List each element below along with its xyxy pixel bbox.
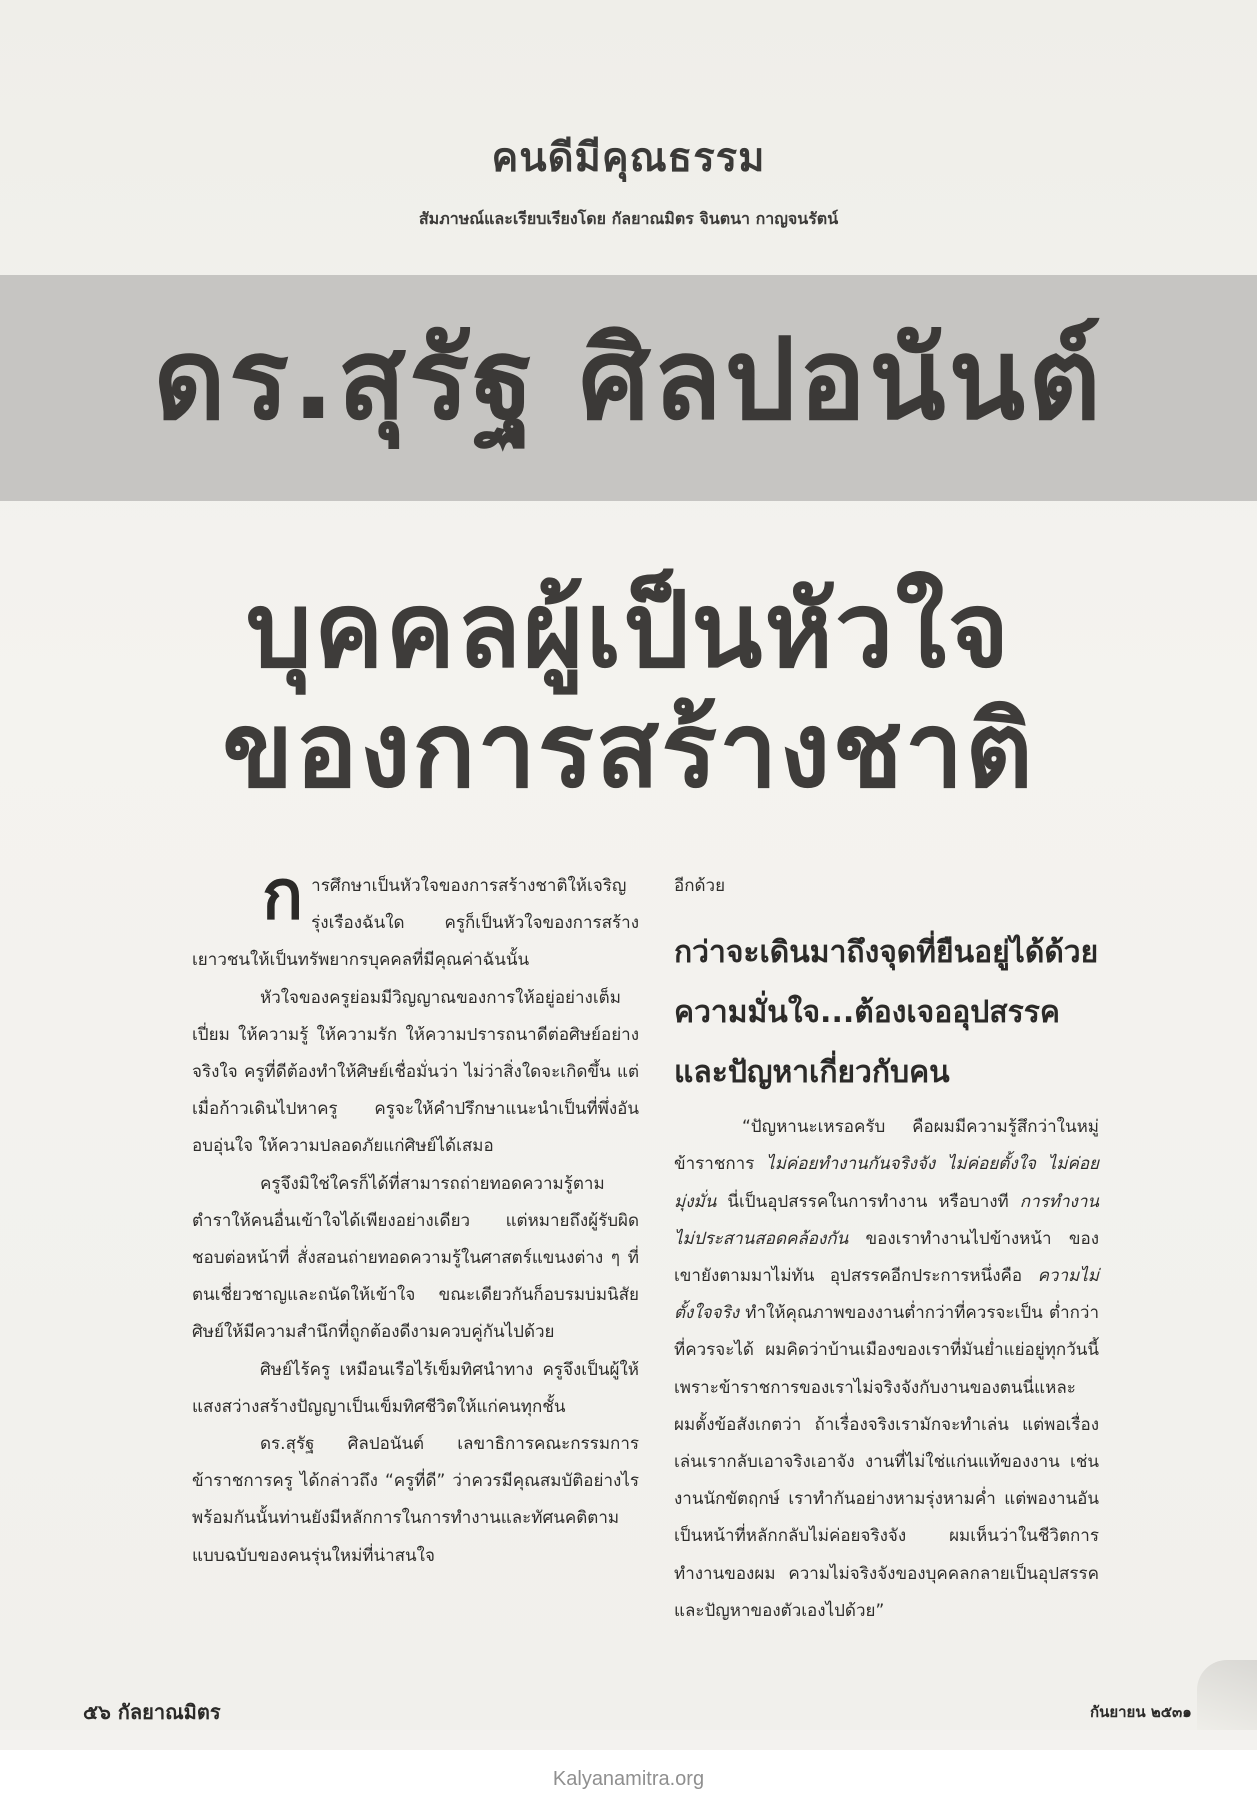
right-column [674,868,1099,1630]
byline: สัมภาษณ์และเรียบเรียงโดย กัลยาณมิตร จินตนา กาญจนรัตน์ [418,209,839,228]
left-column [192,856,639,1575]
paragraph-2: หัวใจของครูย่อมมีวิญญาณของการให้อยู่อย่างเต็มเปี่ยม ให้ความรู้ ให้ความรัก ให้ความปรารถนาดีต่อศิษย์อย่างจริงใจ ครูที่ดีต้องทำให้ศิษย์เชื่อมั่นว่า ไม่ว่าสิ่งใดจะเกิดขึ้น แต่เมื่อก้าวเดินไปหาครู ครูจะให้คำปรึกษาแนะนำเป็นที่พึ่งอันอบอุ่นใจ ให้ความปลอดภัยแก่ศิษย์ได้เสมอ [192,987,639,1157]
page-curl [1197,1660,1257,1730]
headline [0,570,1257,810]
quote-paragraph [674,1109,1099,1630]
quote-emphasis-1: ไม่ค่อยทำงานกันจริงจัง ไม่ค่อยตั้งใจ ไม่ค่อยมุ่งมั่น [674,1154,1099,1212]
quote-emphasis-3: ความไม่ตั้งใจจริง [674,1266,1099,1324]
quote-text-d: ทำให้คุณภาพของงานต่ำกว่าที่ควรจะเป็น ต่ำกว่าที่ควรจะได้ ผมคิดว่าบ้านเมืองของเราที่มันย่ำแย่อยู่ทุกวันนี้ เพราะข้าราชการของเราไม่จริงจังกับงานของตนนี่แหละ ผมตั้งข้อสังเกตว่า ถ้าเรื่องจริงเรามักจะทำเล่น แต่พอเรื่องเล่นเรากลับเอาจริงเอาจัง งานที่ไม่ใช่แก่นแท้ของงาน เช่นงานนักขัตฤกษ์ เราทำกันอย่างหามรุ่งหามค่ำ แต่พองานอันเป็นหน้าที่หลักกลับไม่ค่อยจริงจัง ผมเห็นว่าในชีวิตการทำงานของผม ความไม่จริงจังของบุคคลกลายเป็นอุปสรรคและปัญหาของตัวเองไปด้วย” [674,1303,1099,1621]
paragraph-3: ครูจึงมิใช่ใครก็ได้ที่สามารถถ่ายทอดความรู้ตามตำราให้คนอื่นเข้าใจได้เพียงอย่างเดียว แต่หมายถึงผู้รับผิดชอบต่อหน้าที่ สั่งสอนถ่ายทอดความรู้ในศาสตร์แขนงต่าง ๆ ที่ตนเชี่ยวชาญและถนัดให้เข้าใจ ขณะเดียวกันก็อบรมบ่มนิสัยศิษย์ให้มีความสำนึกที่ถูกต้องดีงามควบคู่กันไปด้วย [192,1173,639,1343]
headline-line-1: บุคคลผู้เป็นหัวใจ [245,569,1012,691]
quote-text-c: ของเราทำงานไปข้างหน้า ของเขายังตามมาไม่ทัน อุปสรรคอีกประการหนึ่งคือ [674,1228,1099,1287]
paragraph-1 [192,856,639,980]
drop-cap: ก [262,856,304,935]
subheading: กว่าจะเดินมาถึงจุดที่ยืนอยู่ได้ด้วยความมั่นใจ...ต้องเจออุปสรรคและปัญหาเกี่ยวกับคน [674,935,1099,1091]
article-header [0,125,1257,232]
footer-page-number: ๕๖ กัลยาณมิตร [83,1700,221,1724]
quote-text-a: “ปัญหานะเหรอครับ คือผมมีความรู้สึกว่าในหมู่ข้าราชการ [674,1117,1099,1175]
paragraph-4: ศิษย์ไร้ครู เหมือนเรือไร้เข็มทิศนำทาง ครูจึงเป็นผู้ให้แสงสว่างสร้างปัญญาเป็นเข็มทิศชีวิตให้แก่คนทุกชั้น [192,1359,639,1417]
paragraph-1-text: ารศึกษาเป็นหัวใจของการสร้างชาติให้เจริญรุ่งเรืองฉันใด ครูก็เป็นหัวใจของการสร้างเยาวชนให้เป็นทรัพยากรบุคคลที่มีคุณค่าฉันนั้น [192,876,639,971]
quote-emphasis-2: การทำงานไม่ประสานสอดคล้องกัน [674,1191,1099,1249]
watermark-text: Kalyanamitra.org [552,1768,705,1790]
headline-line-2: ของการสร้างชาติ [222,689,1035,811]
person-name: ดร.สุรัฐ ศิลปอนันต์ [153,315,1104,445]
continuation-text: อีกด้วย [674,876,726,896]
paragraph-5: ดร.สุรัฐ ศิลปอนันต์ เลขาธิการคณะกรรมการข้าราชการครู ได้กล่าวถึง “ครูที่ดี” ว่าควรมีคุณสมบัติอย่างไร พร้อมกันนั้นท่านยังมีหลักการในการทำงานและทัศนคติตามแบบฉบับของคนรุ่นใหม่ที่น่าสนใจ [192,1434,639,1566]
section-kicker: คนดีมีคุณธรรม [491,135,766,181]
watermark-bar [0,1750,1257,1800]
quote-text-b: นี่เป็นอุปสรรคในการทำงาน หรือบางที [716,1191,1020,1212]
footer-issue-date: กันยายน ๒๕๓๑ [1090,1703,1192,1721]
